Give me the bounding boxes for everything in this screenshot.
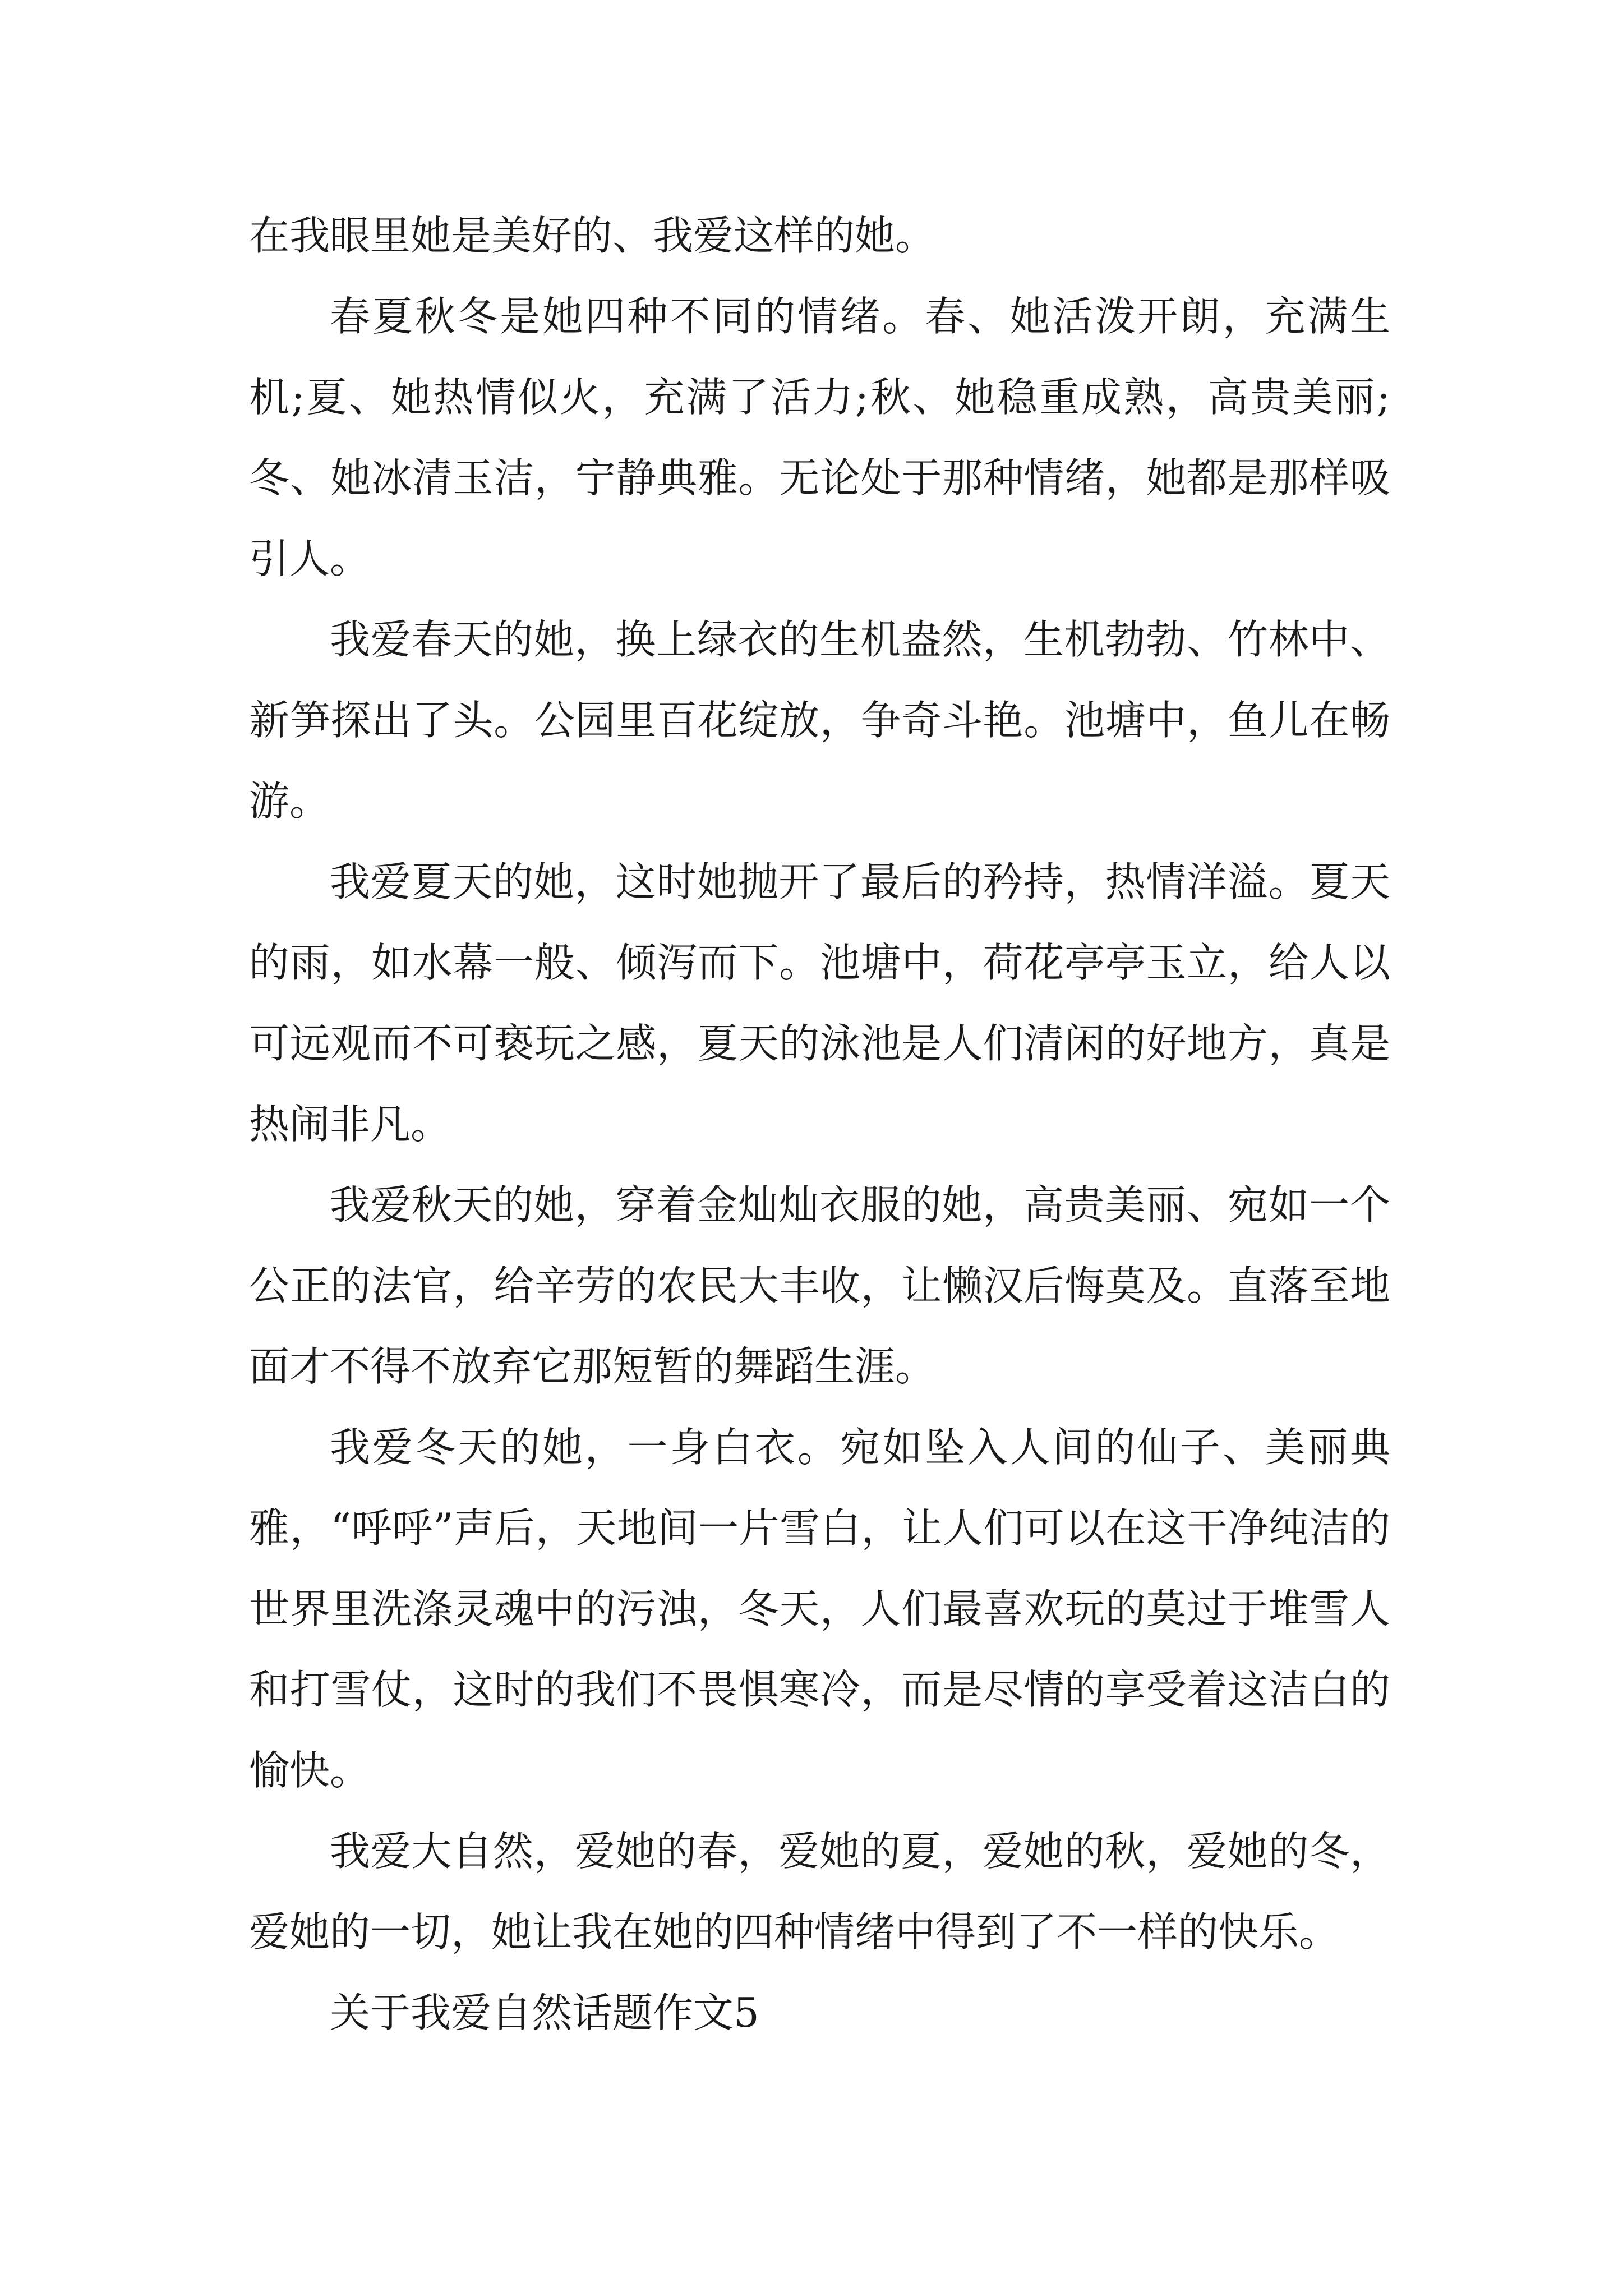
paragraph-2: 春夏秋冬是她四种不同的情绪。春、她活泼开朗，充满生机;夏、她热情似火，充满了活力;秋、她稳重成熟，高贵美丽;冬、她冰清玉洁，宁静典雅。无论处于那种情绪，她都是那样吸引人。 [249,293,1390,582]
document-body [249,195,1390,2053]
section-heading: 关于我爱自然话题作文5 [330,1989,759,2036]
paragraph-4: 我爱夏天的她，这时她抛开了最后的矜持，热情洋溢。夏天的雨，如水幕一般、倾泻而下。池塘中，荷花亭亭玉立，给人以可远观而不可亵玩之感，夏天的泳池是人们清闲的好地方，真是热闹非凡。 [249,858,1390,1148]
paragraph-7: 我爱大自然，爱她的春，爱她的夏，爱她的秋，爱她的冬，爱她的一切，她让我在她的四种情绪中得到了不一样的快乐。 [249,1828,1390,1955]
paragraph-3: 我爱春天的她，换上绿衣的生机盎然，生机勃勃、竹林中、新笋探出了头。公园里百花绽放，争奇斗艳。池塘中，鱼儿在畅游。 [249,616,1390,825]
paragraph-1: 在我眼里她是美好的、我爱这样的她。 [249,212,936,259]
paragraph-5: 我爱秋天的她，穿着金灿灿衣服的她，高贵美丽、宛如一个公正的法官，给辛劳的农民大丰收，让懒汉后悔莫及。直落至地面才不得不放弃它那短暂的舞蹈生涯。 [249,1181,1390,1390]
paragraph-6: 我爱冬天的她，一身白衣。宛如坠入人间的仙子、美丽典雅，“呼呼”声后，天地间一片雪白，让人们可以在这干净纯洁的世界里洗涤灵魂中的污浊，冬天，人们最喜欢玩的莫过于堆雪人和打雪仗，这时的我们不畏惧寒冷，而是尽情的享受着这洁白的愉快。 [249,1424,1390,1794]
